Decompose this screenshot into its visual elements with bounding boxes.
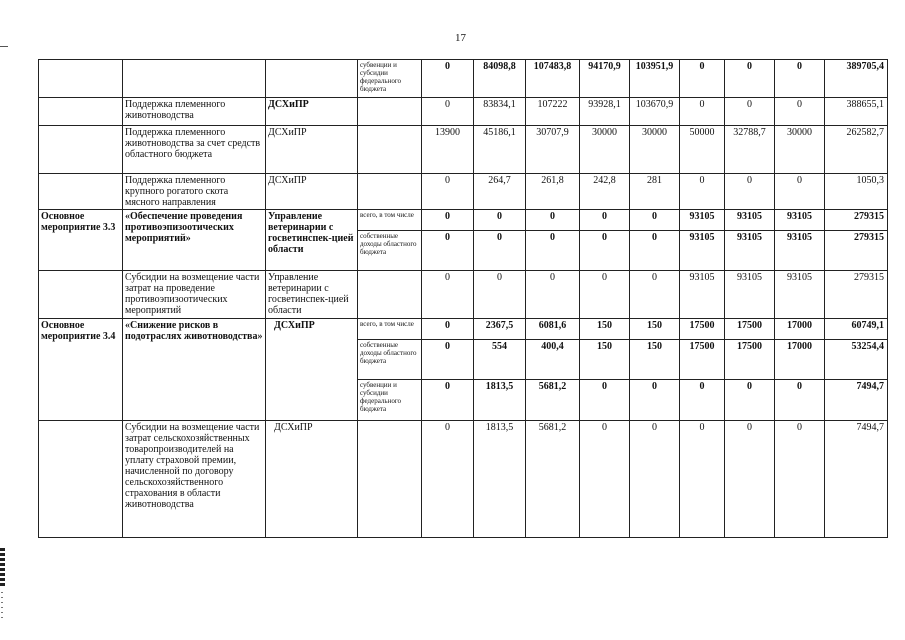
value-cell: 0 [630,210,680,231]
value-cell: 93105 [680,210,725,231]
source-cell [358,98,422,126]
value-cell: 0 [580,421,630,538]
value-cell: 13900 [422,126,474,174]
value-cell: 0 [680,380,725,421]
value-cell: 0 [680,60,725,98]
executor-cell: Управление ветеринарии с госветинспек-цией области [266,271,358,319]
value-cell: 0 [680,421,725,538]
value-cell: 150 [580,340,630,380]
value-cell: 0 [580,231,630,271]
source-cell: субвенции и субсидии федерального бюджета [358,380,422,421]
source-cell: собственные доходы областного бюджета [358,340,422,380]
source-cell: всего, в том числе [358,210,422,231]
value-cell: 30000 [775,126,825,174]
table-row [39,271,888,319]
value-cell: 5681,2 [526,421,580,538]
value-cell: 107483,8 [526,60,580,98]
value-cell: 84098,8 [474,60,526,98]
name-cell: «Обеспечение проведения противоэпизоотических мероприятий» [123,210,266,271]
section-cell [39,126,123,174]
source-cell: собственные доходы областного бюджета [358,231,422,271]
value-cell: 45186,1 [474,126,526,174]
total-cell: 60749,1 [825,319,888,340]
table-row [39,210,888,231]
value-cell: 150 [630,319,680,340]
value-cell: 0 [630,271,680,319]
section-cell [39,60,123,98]
value-cell: 93105 [725,231,775,271]
value-cell: 0 [422,210,474,231]
section-cell [39,174,123,210]
value-cell: 6081,6 [526,319,580,340]
table-row [39,421,888,538]
source-cell: субвенции и субсидии федерального бюджета [358,60,422,98]
value-cell: 0 [775,380,825,421]
value-cell: 0 [580,271,630,319]
value-cell: 0 [580,210,630,231]
value-cell: 1813,5 [474,380,526,421]
section-cell: Основное мероприятие 3.3 [39,210,123,271]
value-cell: 0 [775,421,825,538]
value-cell: 30707,9 [526,126,580,174]
value-cell: 93105 [775,210,825,231]
value-cell: 0 [725,421,775,538]
margin-rule [0,46,8,47]
value-cell: 261,8 [526,174,580,210]
value-cell: 281 [630,174,680,210]
executor-cell: ДСХиПР [266,319,358,421]
value-cell: 0 [474,271,526,319]
value-cell: 0 [630,380,680,421]
value-cell: 0 [422,319,474,340]
section-cell [39,421,123,538]
value-cell: 150 [580,319,630,340]
source-cell: всего, в том числе [358,319,422,340]
executor-cell: ДСХиПР [266,421,358,538]
total-cell: 53254,4 [825,340,888,380]
value-cell: 93105 [775,231,825,271]
value-cell: 400,4 [526,340,580,380]
value-cell: 0 [474,210,526,231]
section-cell [39,98,123,126]
name-cell: Субсидии на возмещение части затрат на проведение противоэпизоотических мероприятий [123,271,266,319]
name-cell: «Снижение рисков в подотраслях животноводства» [123,319,266,421]
page-number: 17 [455,32,466,44]
value-cell: 0 [680,98,725,126]
value-cell: 93928,1 [580,98,630,126]
value-cell: 17500 [725,319,775,340]
value-cell: 0 [725,98,775,126]
budget-table [38,59,888,538]
value-cell: 17000 [775,340,825,380]
scan-edge-dots [1,592,3,618]
value-cell: 17500 [680,319,725,340]
value-cell: 50000 [680,126,725,174]
value-cell: 0 [725,380,775,421]
table-row [39,174,888,210]
value-cell: 0 [580,380,630,421]
value-cell: 103670,9 [630,98,680,126]
executor-cell: Управление ветеринарии с госветинспек-цией области [266,210,358,271]
executor-cell: ДСХиПР [266,174,358,210]
value-cell: 0 [422,421,474,538]
value-cell: 0 [422,271,474,319]
table-row [39,60,888,98]
value-cell: 0 [775,60,825,98]
value-cell: 0 [422,380,474,421]
value-cell: 0 [725,60,775,98]
value-cell: 32788,7 [725,126,775,174]
value-cell: 103951,9 [630,60,680,98]
table-row [39,126,888,174]
value-cell: 0 [422,174,474,210]
name-cell: Поддержка племенного животноводства за счет средств областного бюджета [123,126,266,174]
value-cell: 0 [526,210,580,231]
executor-cell: ДСХиПР [266,98,358,126]
name-cell: Субсидии на возмещение части затрат сельскохозяйственных товаропроизводителей на уплату страховой премии, начисленной по договору сельскохозяйственного страхования в области животноводства [123,421,266,538]
total-cell: 7494,7 [825,380,888,421]
value-cell: 17500 [680,340,725,380]
value-cell: 30000 [580,126,630,174]
value-cell: 17000 [775,319,825,340]
value-cell: 93105 [680,271,725,319]
source-cell [358,126,422,174]
total-cell: 262582,7 [825,126,888,174]
value-cell: 107222 [526,98,580,126]
section-cell: Основное мероприятие 3.4 [39,319,123,421]
value-cell: 0 [422,231,474,271]
value-cell: 0 [775,98,825,126]
value-cell: 94170,9 [580,60,630,98]
value-cell: 264,7 [474,174,526,210]
value-cell: 0 [680,174,725,210]
total-cell: 7494,7 [825,421,888,538]
value-cell: 0 [422,60,474,98]
table-row [39,98,888,126]
name-cell: Поддержка племенного крупного рогатого скота мясного направления [123,174,266,210]
total-cell: 279315 [825,271,888,319]
value-cell: 17500 [725,340,775,380]
value-cell: 0 [526,231,580,271]
value-cell: 0 [630,421,680,538]
value-cell: 0 [474,231,526,271]
value-cell: 93105 [680,231,725,271]
value-cell: 2367,5 [474,319,526,340]
name-cell: Поддержка племенного животноводства [123,98,266,126]
total-cell: 279315 [825,210,888,231]
value-cell: 93105 [775,271,825,319]
name-cell [123,60,266,98]
value-cell: 150 [630,340,680,380]
value-cell: 0 [422,98,474,126]
value-cell: 5681,2 [526,380,580,421]
source-cell [358,421,422,538]
value-cell: 93105 [725,271,775,319]
value-cell: 0 [630,231,680,271]
total-cell: 1050,3 [825,174,888,210]
value-cell: 0 [526,271,580,319]
value-cell: 30000 [630,126,680,174]
value-cell: 0 [422,340,474,380]
value-cell: 93105 [725,210,775,231]
total-cell: 388655,1 [825,98,888,126]
value-cell: 0 [725,174,775,210]
section-cell [39,271,123,319]
table-row [39,319,888,340]
total-cell: 389705,4 [825,60,888,98]
executor-cell: ДСХиПР [266,126,358,174]
source-cell [358,174,422,210]
source-cell [358,271,422,319]
value-cell: 83834,1 [474,98,526,126]
value-cell: 1813,5 [474,421,526,538]
value-cell: 242,8 [580,174,630,210]
value-cell: 0 [775,174,825,210]
executor-cell [266,60,358,98]
scan-edge-marks [0,548,5,586]
value-cell: 554 [474,340,526,380]
total-cell: 279315 [825,231,888,271]
